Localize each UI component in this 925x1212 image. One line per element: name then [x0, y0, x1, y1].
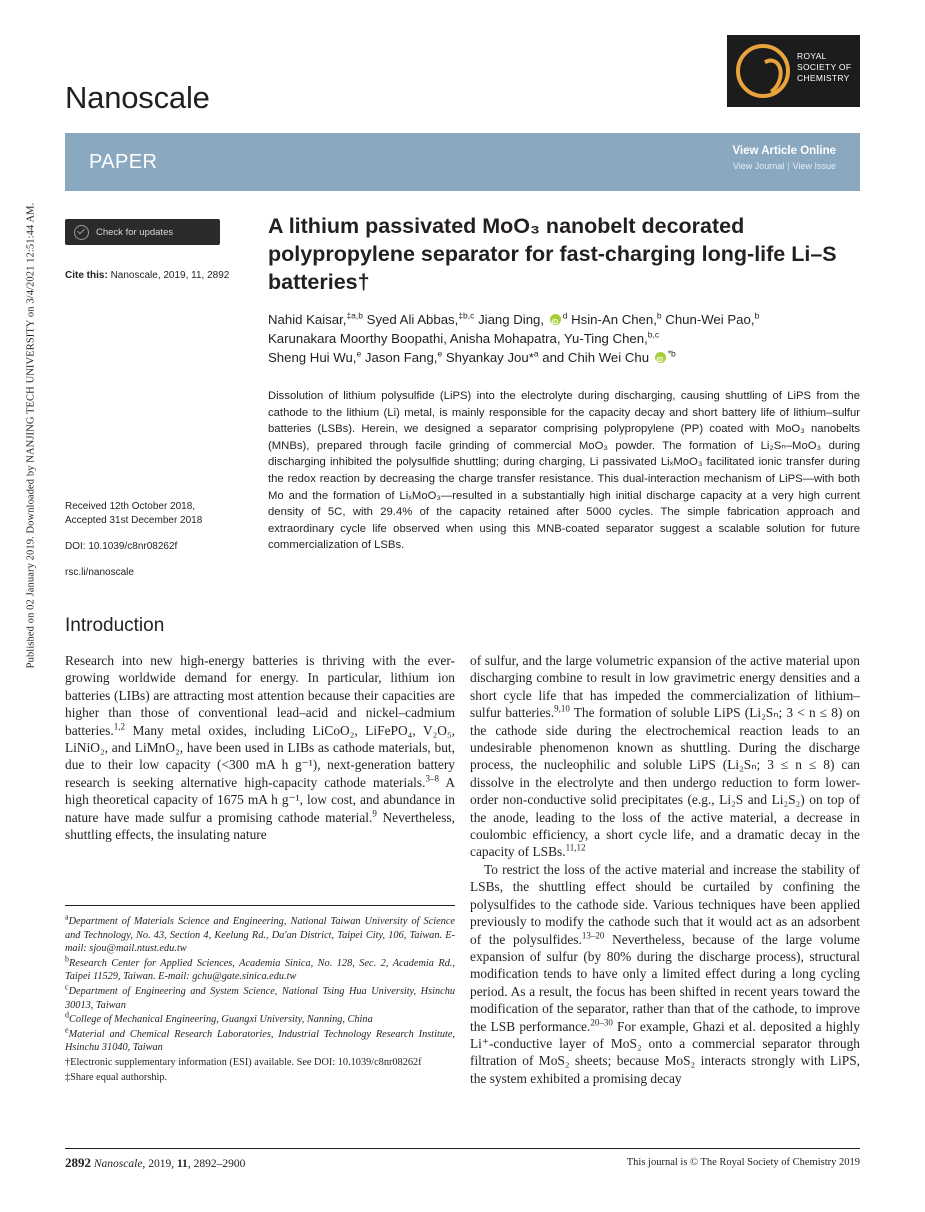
author-11: Shyankay Jou*	[445, 350, 534, 365]
authors-line-2: Karunakara Moorthy Boopathi, Anisha Mohapatra, Yu-Ting Chen,	[268, 331, 648, 346]
author-list	[268, 310, 860, 367]
left-p1-ref3: 9	[372, 808, 377, 819]
paper-type-label: PAPER	[89, 151, 158, 173]
esi-footnote: †Electronic supplementary information (ESI) available. See DOI: 10.1039/c8nr08262f	[65, 1056, 422, 1068]
right-p2-b: Nevertheless, because of the large volume expansion of sulfur (by 80% during the discharge process), structural modification tends to have only a limited effect during a long cycling period. As a result, the focus has been shifted in recent years toward the modification of the separator, rather than that of the cathode, to improve the LSB performance.	[470, 931, 860, 1034]
left-p1-b: Many metal oxides, including LiCoO₂, LiFePO₄, V₂O₅, LiNiO₂, and LiMnO₂, have been used in LIBs as cathode materials, but, due to their low capacity (<300 mA h g⁻¹), next-generation battery research is seeking alternative high-capacity cathode materials.	[65, 722, 455, 790]
cite-this-value: Nanoscale, 2019, 11, 2892	[110, 270, 230, 281]
author-10-affil: e	[437, 348, 443, 359]
affiliation-b-text: Research Center for Applied Sciences, Academia Sinica, No. 128, Sec. 2, Academia Rd., Taipei 11529, Taiwan. E-mail: gchu@gate.sinica.edu.tw	[65, 957, 455, 983]
author-4: Hsin-An Chen,	[571, 312, 657, 327]
view-online-block	[732, 145, 836, 171]
author-4-affil: b	[656, 310, 662, 321]
accepted-date: Accepted 31st December 2018	[65, 515, 203, 526]
author-12: and Chih Wei Chu	[542, 350, 650, 365]
affiliation-d: $^d$College of Mechanical Engineering, Guangxi University, Nanning, China	[65, 1010, 373, 1026]
author-2-affil: ‡b,c	[458, 310, 475, 321]
check-for-updates-badge[interactable]	[65, 219, 220, 245]
author-11-affil: a	[533, 348, 539, 359]
left-p1-ref1: 1,2	[113, 721, 125, 732]
doi[interactable]: DOI: 10.1039/c8nr08262f	[65, 541, 178, 552]
journal-title: Nanoscale	[65, 80, 210, 115]
footer-copyright: This journal is © The Royal Society of Chemistry 2019	[626, 1157, 860, 1168]
column-right	[470, 652, 860, 1087]
author-5-affil: b	[754, 310, 760, 321]
link-separator: |	[787, 161, 790, 171]
view-article-online-link[interactable]: View Article Online	[732, 145, 836, 157]
right-p2-c: For example, Ghazi et al. deposited a highly Li⁺-conductive layer of MoS₂ onto a commercial separator through filtration of MoS₂ sheets; because MoS₂ interacts strongly with LiPS, the system exhibited a promising decay	[470, 1018, 860, 1086]
view-issue-link[interactable]: View Issue	[792, 161, 836, 171]
download-watermark: Published on 02 January 2019. Downloaded by NANJING TECH UNIVERSITY on 3/4/2021 12:51:44 AM.	[25, 202, 37, 669]
received-date: Received 12th October 2018,	[65, 501, 196, 512]
view-links	[732, 161, 836, 171]
affiliation-e-text: Material and Chemical Research Laboratories, Industrial Technology Research Institute, Hsinchu 31040, Taiwan	[65, 1028, 455, 1054]
left-p1-c: A high theoretical capacity of 1675 mA h g⁻¹, low cost, and abundance in nature have made sulfur a promising cathode material.	[65, 774, 455, 825]
right-p2-a: To restrict the loss of the active material and increase the stability of LSBs, the shuttling effect should be curtailed by confining the polysulfides to the cathode side. Various techniques have been applied previously to modify the cathode such that it would act as an adsorbent of the polysulfides.	[470, 861, 860, 947]
footer-citation	[65, 1155, 245, 1171]
right-p2-ref1: 13–20	[581, 930, 605, 941]
author-2: Syed Ali Abbas,	[366, 312, 459, 327]
affiliation-c-text: Department of Engineering and System Science, National Tsing Hua University, Hsinchu 30013, Taiwan	[65, 985, 455, 1011]
affiliation-d-text: College of Mechanical Engineering, Guangxi University, Nanning, China	[69, 1014, 373, 1026]
rsc-logo	[727, 35, 860, 107]
affiliation-b: $^b$Research Center for Applied Sciences, Academia Sinica, No. 128, Sec. 2, Academia Rd., Taipei 11529, Taiwan. E-mail: gchu@gate.sinica.edu.tw	[65, 954, 455, 983]
right-p1-b: The formation of soluble LiPS (Li₂Sₙ; 3 < n ≤ 8) on the cathode side during the electrochemical reaction leads to an undesirable phenomenon known as shuttling. During the discharge process, the nucleophilic and soluble LiPS (Li₂Sₙ; 3 ≤ n ≤ 8) can dissolve in the electrolyte and then undergo reduction to form lower-order non-conductive solid precipitates (e.g., Li₂S and Li₂S₂) on top of the anode, leading to the loss of the active material, a decrease in coulombic efficiency, a short cycle life, and a dramatic decay in the capacity of LSBs.	[470, 705, 860, 860]
footer-volume: 11	[176, 1158, 188, 1170]
rsc-logo-text: ROYAL SOCIETY OF CHEMISTRY	[797, 51, 852, 83]
author-12-affil: *b	[667, 348, 676, 359]
equal-authorship-footnote: ‡Share equal authorship.	[65, 1071, 168, 1083]
left-p1-d: Nevertheless, shuttling effects, the insulating nature	[65, 809, 455, 843]
author-9: Sheng Hui Wu,	[268, 350, 357, 365]
paper-type-bar	[65, 133, 860, 191]
footer-pages: , 2892–2900	[187, 1158, 246, 1170]
footer-journal: Nanoscale,	[93, 1158, 146, 1170]
affiliation-a: $^a$Department of Materials Science and Engineering, National Taiwan University of Science and Technology, No. 43, Section 4, Keelung Rd., Da'an District, Taipei City, 106, Taiwan. E-mail: sjou@mail.ntust.edu.tw	[65, 912, 455, 955]
footer-year: 2019,	[145, 1158, 177, 1170]
rsc-li-link[interactable]: rsc.li/nanoscale	[65, 567, 134, 578]
check-for-updates-label: Check for updates	[96, 226, 174, 238]
left-p1-a: Research into new high-energy batteries is thriving with the ever-growing worldwide demand for energy. In particular, lithium ion batteries (LIBs) are attracting most attention because their capacities are higher than those of conventional lead–acid and nickel–cadmium batteries.	[65, 653, 455, 738]
cite-this-label: Cite this:	[65, 270, 108, 281]
footnote-divider	[65, 905, 455, 906]
right-p1-a: of sulfur, and the large volumetric expansion of the active material upon discharging combine to result in low gravimetric energy densities and a short cycle life that has impeded the commercialization of lithium–sulfur batteries.	[470, 653, 860, 721]
paragraph-right-1	[470, 652, 860, 861]
cite-this	[65, 269, 255, 283]
footer-divider	[65, 1148, 860, 1149]
right-p1-ref2: 11,12	[565, 843, 586, 853]
orcid-icon[interactable]	[550, 314, 561, 325]
crossmark-icon	[74, 225, 89, 240]
author-9-affil: e	[356, 348, 362, 359]
abstract: Dissolution of lithium polysulfide (LiPS) into the electrolyte during discharging, causing shuttling of LiPS from the cathode to the lithium (Li) metal, is mainly responsible for the capacity decay and short battery life of lithium–sulfur batteries (LSBs). Herein, we designed a separator comprising polypropylene (PP) coated with MoO₃ nanobelts (MNBs), prepared through facile grinding of commercial MoO₃ powder. The formation of Li₂Sₙ–MoO₃ during discharging inhibited the polysulfide shuttling; during charging, Li passivated LiₓMoO₃ facilitated ionic transfer during the redox reaction by decreasing the charge transfer resistance. This dual-interaction mechanism of LiPS—with both Mo and the formation of LiₓMoO₃—resulted in a substantially high initial discharge capacity at a very high current density of 5C, with 29.4% of the capacity retained after 5000 cycles. The simple fabrication approach and extraordinary cycle life observed when using this MNB-coated separator suggest a scalable solution for future commercialization of LSBs.	[268, 390, 860, 552]
author-3: Jiang Ding,	[478, 312, 545, 327]
affiliation-a-text: Department of Materials Science and Engineering, National Taiwan University of Science and Technology, No. 43, Section 4, Keelung Rd., Da'an District, Taipei City, 106, Taiwan. E-mail: sjou@mail.ntust.edu.tw	[65, 916, 455, 955]
article-title: A lithium passivated MoO₃ nanobelt decorated polypropylene separator for fast-charging long-life Li–S batteries†	[268, 214, 837, 294]
authors-line-2-affil: b,c	[647, 329, 660, 340]
page-number: 2892	[65, 1155, 91, 1170]
right-p1-ref1: 9,10	[554, 703, 570, 714]
rsc-logo-mark	[736, 44, 790, 98]
affiliation-c: $^c$Department of Engineering and System Science, National Tsing Hua University, Hsinchu 30013, Taiwan	[65, 982, 455, 1011]
affiliations	[65, 912, 455, 1085]
left-p1-ref2: 3–8	[425, 773, 439, 784]
paragraph-right-2	[470, 861, 860, 1087]
paragraph-left-1	[65, 652, 455, 843]
author-10: Jason Fang,	[364, 350, 438, 365]
author-3-affil: d	[562, 310, 568, 321]
right-p2-ref2: 20–30	[590, 1017, 613, 1028]
author-5: Chun-Wei Pao,	[665, 312, 755, 327]
author-1-affil: ‡a,b	[346, 310, 363, 321]
column-left	[65, 652, 455, 843]
author-1: Nahid Kaisar,	[268, 312, 347, 327]
orcid-icon-2[interactable]	[655, 352, 666, 363]
received-dates	[65, 500, 255, 528]
affiliation-e: $^e$Material and Chemical Research Laboratories, Industrial Technology Research Institute, Hsinchu 31040, Taiwan	[65, 1025, 455, 1054]
section-heading-introduction: Introduction	[65, 615, 165, 636]
view-journal-link[interactable]: View Journal	[732, 161, 785, 171]
